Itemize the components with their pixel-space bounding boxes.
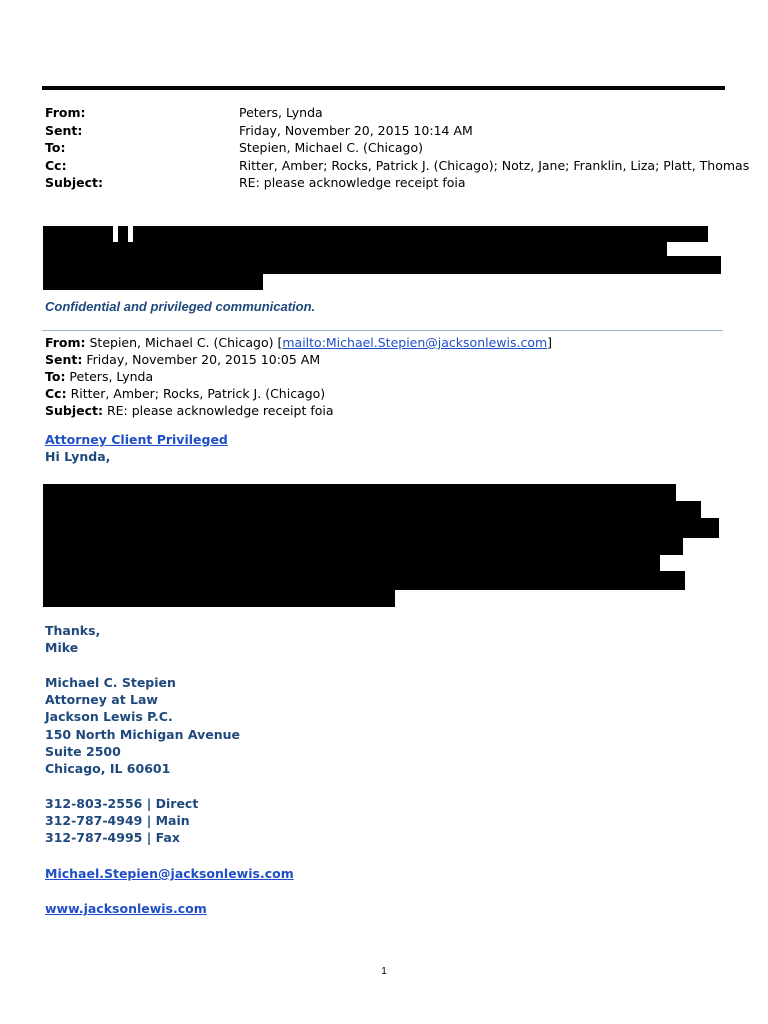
sig-direct: 312-803-2556 | Direct (45, 796, 199, 811)
from-label: From: (45, 105, 86, 121)
header-subject-row (45, 174, 749, 192)
signature-block (45, 675, 240, 778)
redaction-bar (43, 555, 660, 571)
confidential-note: Confidential and privileged communication. (45, 299, 316, 314)
first-name: Mike (45, 640, 79, 656)
sig-fax: 312-787-4995 | Fax (45, 830, 180, 846)
redaction-bar (43, 590, 395, 607)
fwd-sent-value: Friday, November 20, 2015 10:05 AM (82, 352, 321, 367)
email-header (45, 104, 749, 192)
redaction-bar (43, 256, 721, 274)
fwd-sent-row (45, 352, 552, 369)
fwd-subject-label: Subject: (45, 403, 103, 418)
redaction-bar (43, 538, 683, 555)
mailto-link[interactable]: mailto:Michael.Stepien@jacksonlewis.com (282, 335, 548, 350)
redaction-bar (43, 242, 667, 256)
header-top-rule (42, 86, 725, 90)
message-separator (42, 330, 723, 331)
redaction-bar (43, 226, 113, 242)
signature-phones (45, 796, 198, 848)
redaction-bar (43, 571, 685, 590)
fwd-to-value: Peters, Lynda (65, 369, 154, 384)
header-to-row (45, 139, 749, 157)
cc-value: Ritter, Amber; Rocks, Patrick J. (Chicago); Notz, Jane; Franklin, Liza; Platt, Thomas (239, 157, 750, 173)
fwd-cc-value: Ritter, Amber; Rocks, Patrick J. (Chicago) (66, 386, 326, 401)
subject-label: Subject: (45, 175, 103, 191)
sig-title: Attorney at Law (45, 692, 158, 708)
forwarded-header (45, 335, 552, 420)
fwd-subject-value: RE: please acknowledge receipt foia (103, 403, 334, 418)
page-number: 1 (381, 966, 387, 977)
sent-label: Sent: (45, 122, 83, 138)
fwd-cc-row (45, 386, 552, 403)
sig-city: Chicago, IL 60601 (45, 760, 171, 776)
redaction-bar (43, 501, 701, 518)
to-label: To: (45, 140, 66, 156)
thanks-text: Thanks, (45, 623, 101, 638)
email-link[interactable]: Michael.Stepien@jacksonlewis.com (45, 866, 294, 881)
cc-label: Cc: (45, 157, 67, 173)
sig-firm: Jackson Lewis P.C. (45, 709, 173, 725)
privilege-label[interactable]: Attorney Client Privileged (45, 432, 228, 447)
redaction-bar (43, 518, 719, 538)
to-value: Stepien, Michael C. (Chicago) (239, 140, 424, 156)
header-sent-row (45, 122, 749, 140)
signature-website (45, 901, 207, 918)
message-opening (45, 432, 228, 466)
subject-value: RE: please acknowledge receipt foia (239, 175, 466, 191)
fwd-from-close: ] (547, 335, 553, 350)
website-link[interactable]: www.jacksonlewis.com (45, 901, 207, 916)
redaction-bar (43, 484, 676, 501)
fwd-to-row (45, 369, 552, 386)
sig-name: Michael C. Stepien (45, 675, 176, 690)
greeting: Hi Lynda, (45, 449, 111, 465)
fwd-from-label: From: (45, 335, 86, 350)
fwd-from-row (45, 335, 552, 352)
fwd-to-label: To: (45, 369, 66, 384)
fwd-from-value: Stepien, Michael C. (Chicago) [ (85, 335, 283, 350)
header-from-row (45, 104, 749, 122)
header-cc-row (45, 157, 749, 175)
signature-closing (45, 623, 100, 657)
signature-email (45, 866, 294, 883)
redaction-bar (118, 226, 128, 242)
fwd-cc-label: Cc: (45, 386, 67, 401)
redaction-bar (133, 226, 708, 242)
from-value: Peters, Lynda (239, 105, 323, 121)
fwd-sent-label: Sent: (45, 352, 83, 367)
sig-address1: 150 North Michigan Avenue (45, 726, 240, 742)
fwd-subject-row (45, 403, 552, 420)
sig-main: 312-787-4949 | Main (45, 813, 190, 829)
sig-address2: Suite 2500 (45, 743, 121, 759)
redaction-bar (43, 274, 263, 290)
sent-value: Friday, November 20, 2015 10:14 AM (239, 122, 473, 138)
